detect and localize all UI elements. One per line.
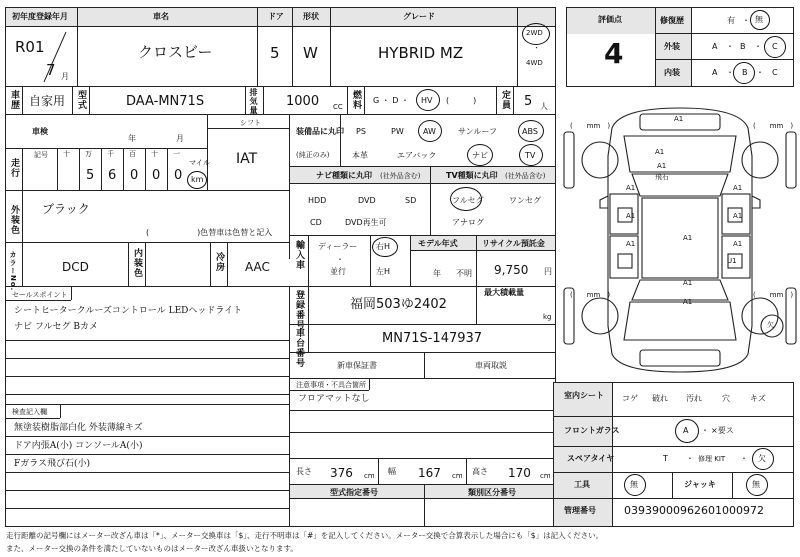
spare-t: T: [663, 454, 668, 463]
equip-tv: TV: [525, 151, 536, 160]
displacement: 1000: [286, 94, 320, 109]
damage-mark: A1: [626, 240, 636, 248]
door-count: 5: [270, 44, 280, 62]
repair-dot: ・: [742, 16, 750, 25]
damage-mark: A1: [733, 240, 743, 248]
fuel-opts: G ・ D ・: [373, 96, 409, 105]
glass-a: A: [683, 426, 689, 435]
car-name-label: 車名: [153, 12, 169, 21]
import-dealer: ディーラー: [318, 242, 358, 251]
navi-sub: (社外品含む): [380, 172, 421, 180]
use-label: 車歴: [9, 90, 19, 110]
equip-sunroof: サンルーフ: [458, 127, 497, 136]
shift-label: シフト: [240, 119, 261, 127]
sales-label: セールスポイント: [12, 291, 68, 299]
drive-dot: ・: [533, 44, 540, 52]
seat-options: コゲ 破れ 汚れ 穴 キズ: [622, 394, 766, 403]
equip-abs: ABS: [522, 127, 538, 136]
tire-depth: ( mm ): [570, 291, 611, 299]
fuel-label: 燃料: [351, 90, 361, 110]
odo-digit: 5: [86, 168, 95, 183]
month-unit: 月: [61, 72, 69, 81]
drive-4wd: 4WD: [526, 59, 543, 67]
import-parallel: 並行: [330, 267, 346, 276]
jack-label: ジャッキ: [684, 480, 716, 489]
weight-label: 最大積載量: [484, 288, 524, 297]
warranty-label: 新車保証書: [337, 361, 377, 370]
damage-mark: A1: [626, 184, 636, 192]
kigou-label: 記号: [34, 151, 48, 159]
damage-mark: A1: [674, 115, 684, 123]
color-no-value: DCD: [62, 260, 89, 274]
tv-fullseg: フルセグ: [452, 196, 484, 205]
sohaku-label: 走行: [9, 158, 19, 178]
scratch-mark: 飛石: [655, 173, 669, 181]
shaken-month: 月: [176, 134, 184, 143]
navi-dvd: DVD: [358, 196, 376, 205]
import-left: 左H: [376, 267, 391, 276]
navi-sd: SD: [405, 196, 417, 205]
grade-value: HYBRID MZ: [378, 44, 464, 62]
equip-title: 装備品に丸印: [296, 127, 344, 136]
navi-dvd-play: DVD再生可: [345, 218, 387, 227]
notes-value: フロアマットなし: [298, 394, 370, 404]
equip-aw: AW: [423, 127, 436, 136]
import-label: 輸入車: [294, 240, 304, 270]
height-value: 170: [508, 466, 531, 480]
interior-label: 内装: [664, 68, 680, 77]
type-no-label: 型式指定番号: [330, 488, 378, 497]
height-unit: cm: [540, 472, 551, 480]
chassis-label: 車台番号: [294, 328, 304, 368]
rating-label: 評価点: [598, 15, 622, 24]
tools-label: 工具: [574, 480, 590, 489]
navi-hdd: HDD: [308, 196, 327, 205]
damage-mark: A1: [657, 162, 667, 170]
fuel-hv: HV: [421, 96, 433, 105]
drive-2wd: 2WD: [526, 29, 543, 37]
model-year-label: モデル年式: [418, 239, 458, 248]
model-value: DAA-MN71S: [126, 94, 205, 109]
navi-title: ナビ種類に丸印: [316, 171, 372, 180]
fuel-paren: ( ): [446, 96, 477, 105]
car-name: クロスビー: [138, 43, 213, 61]
repair-yes: 有: [727, 16, 735, 25]
damage-mark: A1: [683, 279, 693, 287]
manual-label: 車両取説: [475, 361, 507, 370]
length-unit: cm: [364, 472, 375, 480]
damage-mark: A1: [626, 212, 636, 220]
color-note: ( )色替車は色替と記入: [146, 228, 273, 237]
repair-label: 修復歴: [660, 16, 684, 25]
grade-label: グレード: [403, 12, 435, 21]
odo-digit: 0: [152, 168, 161, 183]
cap-label: 定員: [500, 90, 510, 110]
damage-mark: A1: [733, 212, 743, 220]
exterior-options: A ・ B ・ C: [712, 42, 778, 51]
width-label: 幅: [388, 467, 396, 476]
odometer-units: 十 万 千 百 十 一: [63, 150, 180, 158]
footer-note-2: また、メーター交換の条件を満たしていないものはメーター改ざん車扱いとなります。: [6, 544, 298, 553]
spare-dot1: ・: [686, 454, 694, 463]
interior-color-label: 内装色: [132, 248, 142, 278]
tv-sub: (社外品含む): [505, 172, 546, 180]
sales-line2: ナビ フルセグ Bカメ: [14, 322, 98, 332]
damage-mark: U1: [727, 257, 737, 265]
color-label: 外装色: [9, 205, 19, 235]
missing-mark: 欠: [767, 321, 774, 329]
reg-month: 7: [46, 61, 56, 79]
shift-value: IAT: [236, 151, 258, 167]
equip-leather: 本革: [352, 151, 368, 160]
tire-depth: ( mm ): [753, 122, 794, 130]
damage-mark: A1: [655, 148, 665, 156]
ac-label: 冷房: [214, 252, 224, 272]
cc-unit: CC: [333, 103, 343, 111]
equip-ps: PS: [356, 127, 366, 136]
sales-line1: シートヒータークルーズコントロール LEDヘッドライト: [14, 306, 243, 316]
shape-value: W: [303, 44, 318, 62]
reg-label: 登録番号: [294, 290, 304, 330]
equip-airbag: エアバック: [397, 151, 437, 160]
door-label: ドア: [268, 12, 284, 21]
import-dot: ・: [336, 255, 344, 264]
interior-b-circle: [733, 62, 755, 84]
tire-depth: ( mm ): [753, 291, 794, 299]
chassis-value: MN71S-147937: [382, 331, 483, 346]
ac-value: AAC: [245, 260, 270, 274]
color-no-label: カラーNo.: [9, 251, 17, 292]
equip-sub: (純正のみ): [296, 151, 330, 159]
jack-value: 無: [752, 480, 760, 489]
length-label: 長さ: [296, 467, 312, 476]
model-year-unit: 年: [433, 269, 441, 278]
km-unit: km: [191, 175, 204, 184]
mgmt-value: 0393900096260100097​2: [624, 504, 764, 517]
tv-title: TV種類に丸印: [446, 171, 498, 180]
model-year-unknown: 不明: [456, 269, 472, 278]
damage-mark: A1: [683, 234, 693, 242]
recycle-value: 9,750: [494, 263, 529, 277]
reg-value: 福岡503ゆ2402: [350, 297, 447, 312]
disp-label: 排気量: [249, 88, 258, 115]
rating-score: 4: [604, 37, 624, 70]
inspection-line3: Fガラス飛び石(小): [14, 459, 90, 469]
class-no-label: 類別区分番号: [468, 488, 516, 497]
car-diagram: [562, 96, 798, 380]
glass-label: フロントガラス: [564, 426, 620, 435]
tv-oneseg: ワンセグ: [509, 196, 541, 205]
spare-kit: 修理 KIT: [698, 455, 726, 463]
mile-label: マイル: [189, 159, 210, 167]
shape-label: 形状: [303, 12, 319, 21]
use-value: 自家用: [29, 94, 66, 108]
odo-digit: 0: [130, 168, 139, 183]
width-value: 167: [418, 466, 441, 480]
tire-depth: ( mm ): [570, 122, 611, 130]
shaken-year: 年: [128, 134, 136, 143]
height-label: 高さ: [472, 467, 488, 476]
repair-no: 無: [755, 15, 763, 24]
cap-unit: 人: [540, 102, 548, 111]
reg-era: R01: [15, 38, 45, 56]
spare-label: スペアタイヤ: [567, 454, 615, 463]
footer-note-1: 走行距離の記号欄にはメーター改ざん車は「*」、メーター交換車は「$」、走行不明車は「#」を記入してください。メーター交換で合算表示した場合にも「$」は記入ください。: [6, 531, 604, 540]
length-value: 376: [330, 466, 353, 480]
import-right: 右H: [376, 242, 391, 251]
equip-navi: ナビ: [472, 151, 488, 160]
color-value: ブラック: [42, 202, 90, 216]
tools-value: 無: [630, 480, 638, 489]
damage-mark: A1: [683, 298, 693, 306]
inspection-label: 検査記入欄: [12, 408, 47, 416]
tv-analog: アナログ: [452, 218, 484, 227]
spare-dot2: ・: [740, 454, 748, 463]
glass-dot: ・: [701, 426, 709, 435]
first-reg-label: 初年度登録年月: [12, 12, 68, 21]
mgmt-label: 管理番号: [564, 506, 596, 515]
equip-pw: PW: [391, 127, 404, 136]
exterior-label: 外装: [664, 42, 680, 51]
navi-cd: CD: [310, 218, 322, 227]
recycle-label: リサイクル預託金: [482, 239, 545, 248]
width-unit: cm: [452, 472, 463, 480]
glass-x: ×要ス: [711, 426, 734, 435]
odo-digit: 0: [174, 168, 183, 183]
spare-none: 欠: [758, 454, 766, 463]
recycle-yen: 円: [544, 267, 552, 276]
odo-digit: 6: [108, 168, 117, 183]
inspection-line1: 無塗装樹脂部白化 外装薄線キズ: [14, 423, 143, 433]
inspection-line2: ドア内張A(小) コンソールA(小): [14, 441, 143, 451]
model-label: 型式: [76, 90, 86, 110]
capacity: 5: [524, 94, 533, 109]
exterior-c-circle: [764, 36, 786, 58]
shaken-label: 車検: [32, 127, 48, 136]
seat-label: 室内シート: [564, 391, 604, 400]
damage-mark: A1: [733, 184, 743, 192]
notes-label: 注意事項・不具合箇所: [296, 381, 366, 389]
weight-unit: kg: [543, 313, 552, 321]
interior-options: A ・ B ・ C: [712, 68, 778, 77]
